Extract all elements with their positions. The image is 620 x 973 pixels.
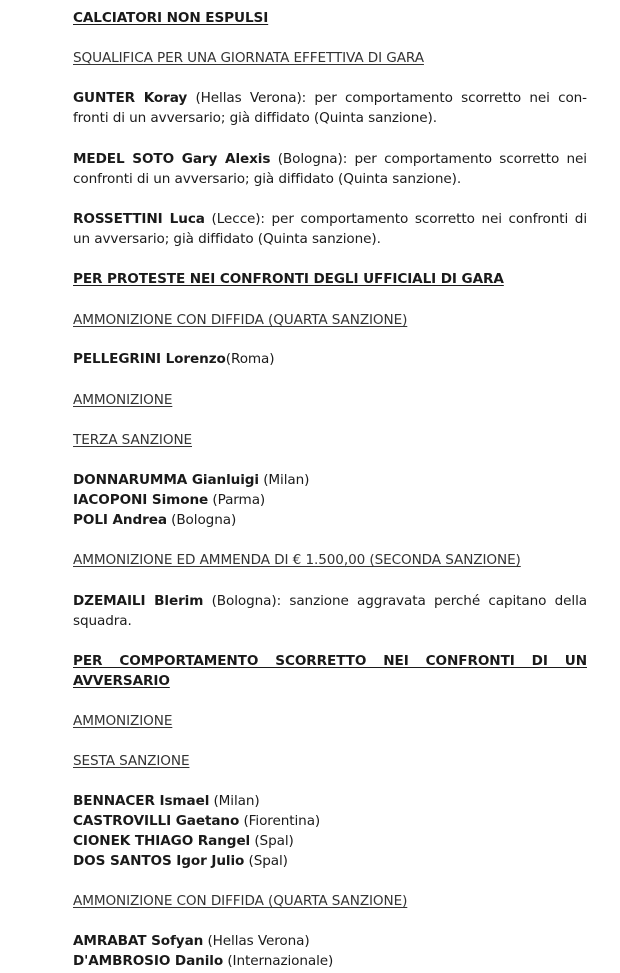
- player-name: GUNTER Koray: [73, 90, 188, 106]
- player-name: D'AMBROSIO Danilo: [73, 953, 224, 969]
- player-name: IACOPONI Simone: [73, 492, 209, 508]
- subheading-ammenda: AMMONIZIONE ED AMMENDA DI € 1.500,00 (SECONDA SANZIONE): [73, 552, 521, 568]
- club-name: (Milan): [258, 472, 310, 488]
- subheading-sesta-sanzione: SESTA SANZIONE: [73, 753, 190, 769]
- club-name: (Roma): [225, 351, 275, 367]
- player-name: MEDEL SOTO Gary Alexis: [73, 151, 271, 167]
- subheading-diffida: AMMONIZIONE CON DIFFIDA (QUARTA SANZIONE): [73, 312, 408, 328]
- entry-text: (Bologna): per comportamento scorretto nei: [270, 151, 587, 167]
- club-name: (Spal): [244, 853, 288, 869]
- player-name: PELLEGRINI Lorenzo: [73, 351, 226, 367]
- club-name: (Internazionale): [223, 953, 334, 969]
- entry-dzemaili-line1: [73, 591, 587, 611]
- club-name: (Parma): [208, 492, 266, 508]
- player-name: DOS SANTOS Igor Julio: [73, 853, 245, 869]
- entry-gunter-line1: [73, 88, 587, 108]
- player-name: ROSSETTINI Luca: [73, 211, 205, 227]
- entry-pellegrini: [73, 349, 587, 369]
- entry-iacoponi: [73, 490, 587, 510]
- entry-poli: [73, 510, 587, 530]
- player-name: CIONEK THIAGO Rangel: [73, 833, 251, 849]
- entry-donnarumma: [73, 470, 587, 490]
- player-name: AMRABAT Sofyan: [73, 933, 204, 949]
- entry-cionek: [73, 831, 587, 851]
- club-name: (Bologna): [166, 512, 237, 528]
- player-name: DZEMAILI Blerim: [73, 593, 204, 609]
- entry-text: (Bologna): sanzione aggravata perché capitano della: [203, 593, 587, 609]
- heading-proteste: PER PROTESTE NEI CONFRONTI DEGLI UFFICIALI DI GARA: [73, 271, 504, 287]
- subheading-diffida: AMMONIZIONE CON DIFFIDA (QUARTA SANZIONE): [73, 893, 408, 909]
- subheading-ammonizione: AMMONIZIONE: [73, 713, 173, 729]
- club-name: (Spal): [250, 833, 294, 849]
- player-name: CASTROVILLI Gaetano: [73, 813, 240, 829]
- entry-dambrosio: [73, 951, 587, 971]
- entry-amrabat: [73, 931, 587, 951]
- subheading-terza-sanzione: TERZA SANZIONE: [73, 432, 192, 448]
- subheading-ammonizione: AMMONIZIONE: [73, 392, 173, 408]
- club-name: (Fiorentina): [239, 813, 321, 829]
- player-name: BENNACER Ismael: [73, 793, 210, 809]
- player-name: DONNARUMMA Gianluigi: [73, 472, 259, 488]
- heading-comportamento-scorretto: PER COMPORTAMENTO SCORRETTO NEI CONFRONTI DI UN: [73, 653, 587, 669]
- club-name: (Milan): [209, 793, 260, 809]
- entry-text: (Hellas Verona): per comportamento scorretto nei con-: [187, 90, 587, 106]
- entry-medel-line2: confronti di un avversario; già diffidato (Quinta sanzione).: [73, 171, 462, 187]
- entry-rossettini-line2: un avversario; già diffidato (Quinta sanzione).: [73, 231, 381, 247]
- entry-castrovilli: [73, 811, 587, 831]
- entry-medel-line1: [73, 149, 587, 169]
- player-name: POLI Andrea: [73, 512, 167, 528]
- entry-text: (Lecce): per comportamento scorretto nei confronti di: [204, 211, 587, 227]
- heading-calciatori-non-espulsi: CALCIATORI NON ESPULSI: [73, 10, 269, 26]
- entry-rossettini-line1: [73, 209, 587, 229]
- club-name: (Hellas Verona): [203, 933, 310, 949]
- entry-gunter-line2: fronti di un avversario; già diffidato (Quinta sanzione).: [73, 110, 437, 126]
- subheading-squalifica-giornata: SQUALIFICA PER UNA GIORNATA EFFETTIVA DI GARA: [73, 50, 424, 66]
- entry-dzemaili-line2: squadra.: [73, 613, 132, 629]
- entry-dos-santos: [73, 851, 587, 871]
- entry-bennacer: [73, 791, 587, 811]
- heading-comportamento-scorretto-line2: AVVERSARIO: [73, 673, 170, 689]
